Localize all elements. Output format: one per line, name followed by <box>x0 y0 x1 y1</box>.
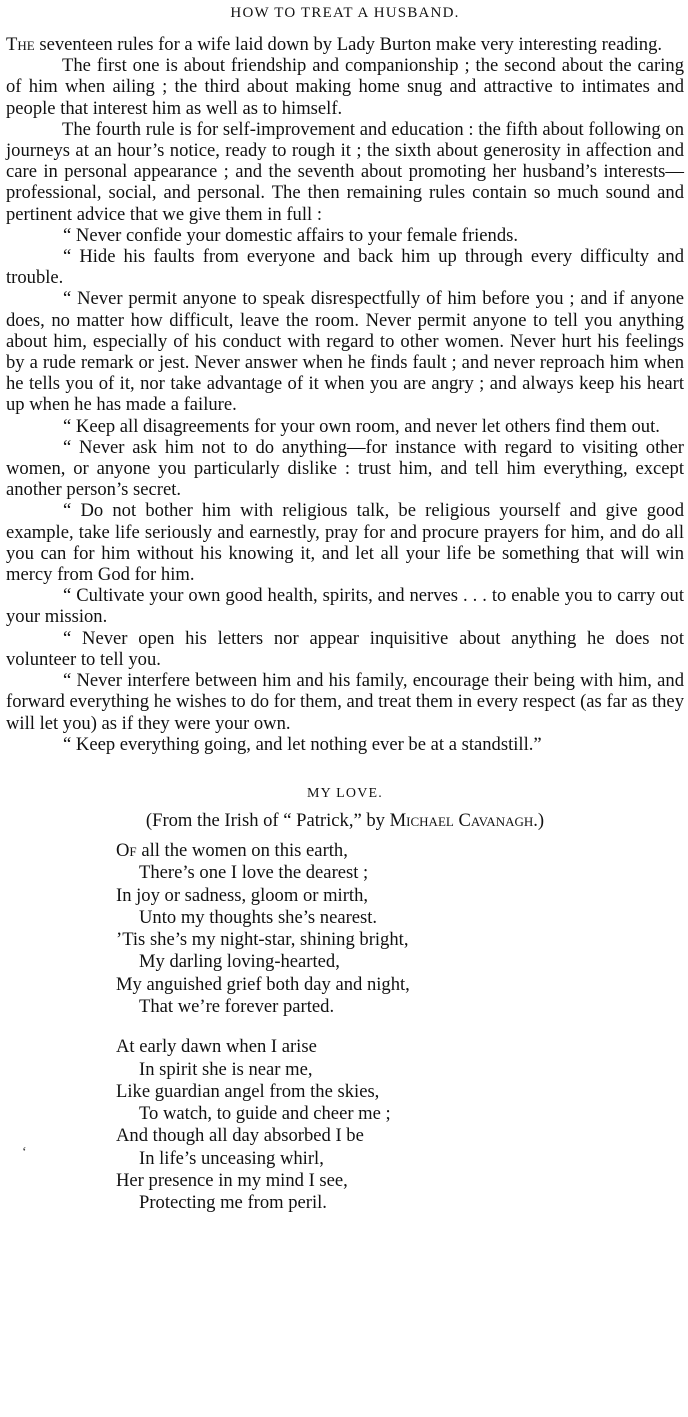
rule-hide-faults: “ Hide his faults from everyone and back him up through every difficulty and trouble. <box>6 246 684 289</box>
rule-trust: “ Never ask him not to do anything—for instance with regard to visiting other women, or anyone you particularly dislike : trust him, and tell him everything, except another person’s secret. <box>6 436 684 501</box>
poem-line: In joy or sadness, gloom or mirth, <box>116 884 369 906</box>
poem-lead-word: Of <box>116 839 137 861</box>
poem-body <box>116 840 684 1215</box>
drop-lead-word: The <box>6 34 35 55</box>
attribution-suffix: .) <box>533 809 545 831</box>
rule-religion: “ Do not bother him with religious talk, be religious yourself and give good example, take life seriously and earnestly, pray for and procure prayers for him, and do all you can for him without his knowing it, and let all your life be something that will win mercy from God for him. <box>6 500 684 586</box>
poem-line: Unto my thoughts she’s nearest. <box>139 906 378 928</box>
poem-line: Like guardian angel from the skies, <box>116 1080 380 1102</box>
poem-line: In spirit she is near me, <box>139 1058 313 1080</box>
attribution-author: Michael Cavanagh <box>389 809 534 831</box>
poem-line: There’s one I love the dearest ; <box>139 862 369 884</box>
poem-line: Protecting me from peril. <box>139 1192 327 1214</box>
rule-family: “ Never interfere between him and his family, encourage their being with him, and forward everything he wishes to do for them, and treat them in every respect (as far as they will let you) as if they were your own. <box>6 670 684 734</box>
poem-line: And though all day absorbed I be <box>116 1125 364 1147</box>
rule-health: “ Cultivate your own good health, spirits, and nerves . . . to enable you to carry out your mission. <box>6 585 684 628</box>
poem-line: That we’re forever parted. <box>139 995 335 1017</box>
poem-line: ’Tis she’s my night-star, shining bright, <box>116 929 409 951</box>
poem-attribution <box>6 810 684 832</box>
poem-line: My anguished grief both day and night, <box>116 973 410 995</box>
paragraph-rules-1-3: The first one is about friendship and companionship ; the second about the caring of him when ailing ; the third about making home snug and attractive to intimates and people that interest him as well as to himself. <box>6 55 684 119</box>
poem-title: MY LOVE. <box>307 785 383 801</box>
attribution-prefix: (From the Irish of “ Patrick,” by <box>145 809 390 831</box>
poem-line: In life’s unceasing whirl, <box>139 1147 324 1169</box>
rule-respect: “ Never permit anyone to speak disrespectfully of him before you ; and if anyone does, no matter how difficult, leave the room. Never permit anyone to tell you anything about him, especially of his conduct with regard to other women. Never hurt his feelings by a rude remark or jest. Never answer when he finds fault ; and never reproach him when he tells you of it, nor take advantage of it when you are angry ; and always keep his heart up when he has made a failure. <box>6 288 684 416</box>
poem-line: At early dawn when I arise <box>116 1036 317 1058</box>
poem-stanza-2 <box>116 1036 684 1214</box>
poem-line-text: all the women on this earth, <box>136 839 348 861</box>
rule-confide: “ Never confide your domestic affairs to your female friends. <box>63 224 519 246</box>
paragraph-rules-4-7: The fourth rule is for self-improvement and education : the fifth about following on journeys at an hour’s notice, ready to rough it ; the sixth about generosity in affection and care in personal appearance ; and the seventh about promoting her husband’s interests—professional, social, and personal. The then remaining rules contain so much sound and pertinent advice that we give them in full : <box>6 118 684 225</box>
poem-line <box>116 840 684 862</box>
poem-line: To watch, to guide and cheer me ; <box>139 1103 391 1125</box>
paragraph-intro <box>6 34 684 55</box>
paragraph-text: seventeen rules for a wife laid down by Lady Burton make very interesting reading. <box>34 34 663 55</box>
margin-mark: ʻ <box>22 1145 27 1160</box>
poem-line: Her presence in my mind I see, <box>116 1170 348 1192</box>
article-body <box>6 34 684 755</box>
rule-letters: “ Never open his letters nor appear inquisitive about anything he does not volunteer to tell you. <box>6 627 684 670</box>
article-title: HOW TO TREAT A HUSBAND. <box>230 5 460 21</box>
rule-keep-going: “ Keep everything going, and let nothing ever be at a standstill.” <box>63 733 542 755</box>
poem-line: My darling loving-hearted, <box>139 951 340 973</box>
poem-stanza-1 <box>116 840 684 1018</box>
rule-disagreements: “ Keep all disagreements for your own room, and never let others find them out. <box>63 415 660 437</box>
